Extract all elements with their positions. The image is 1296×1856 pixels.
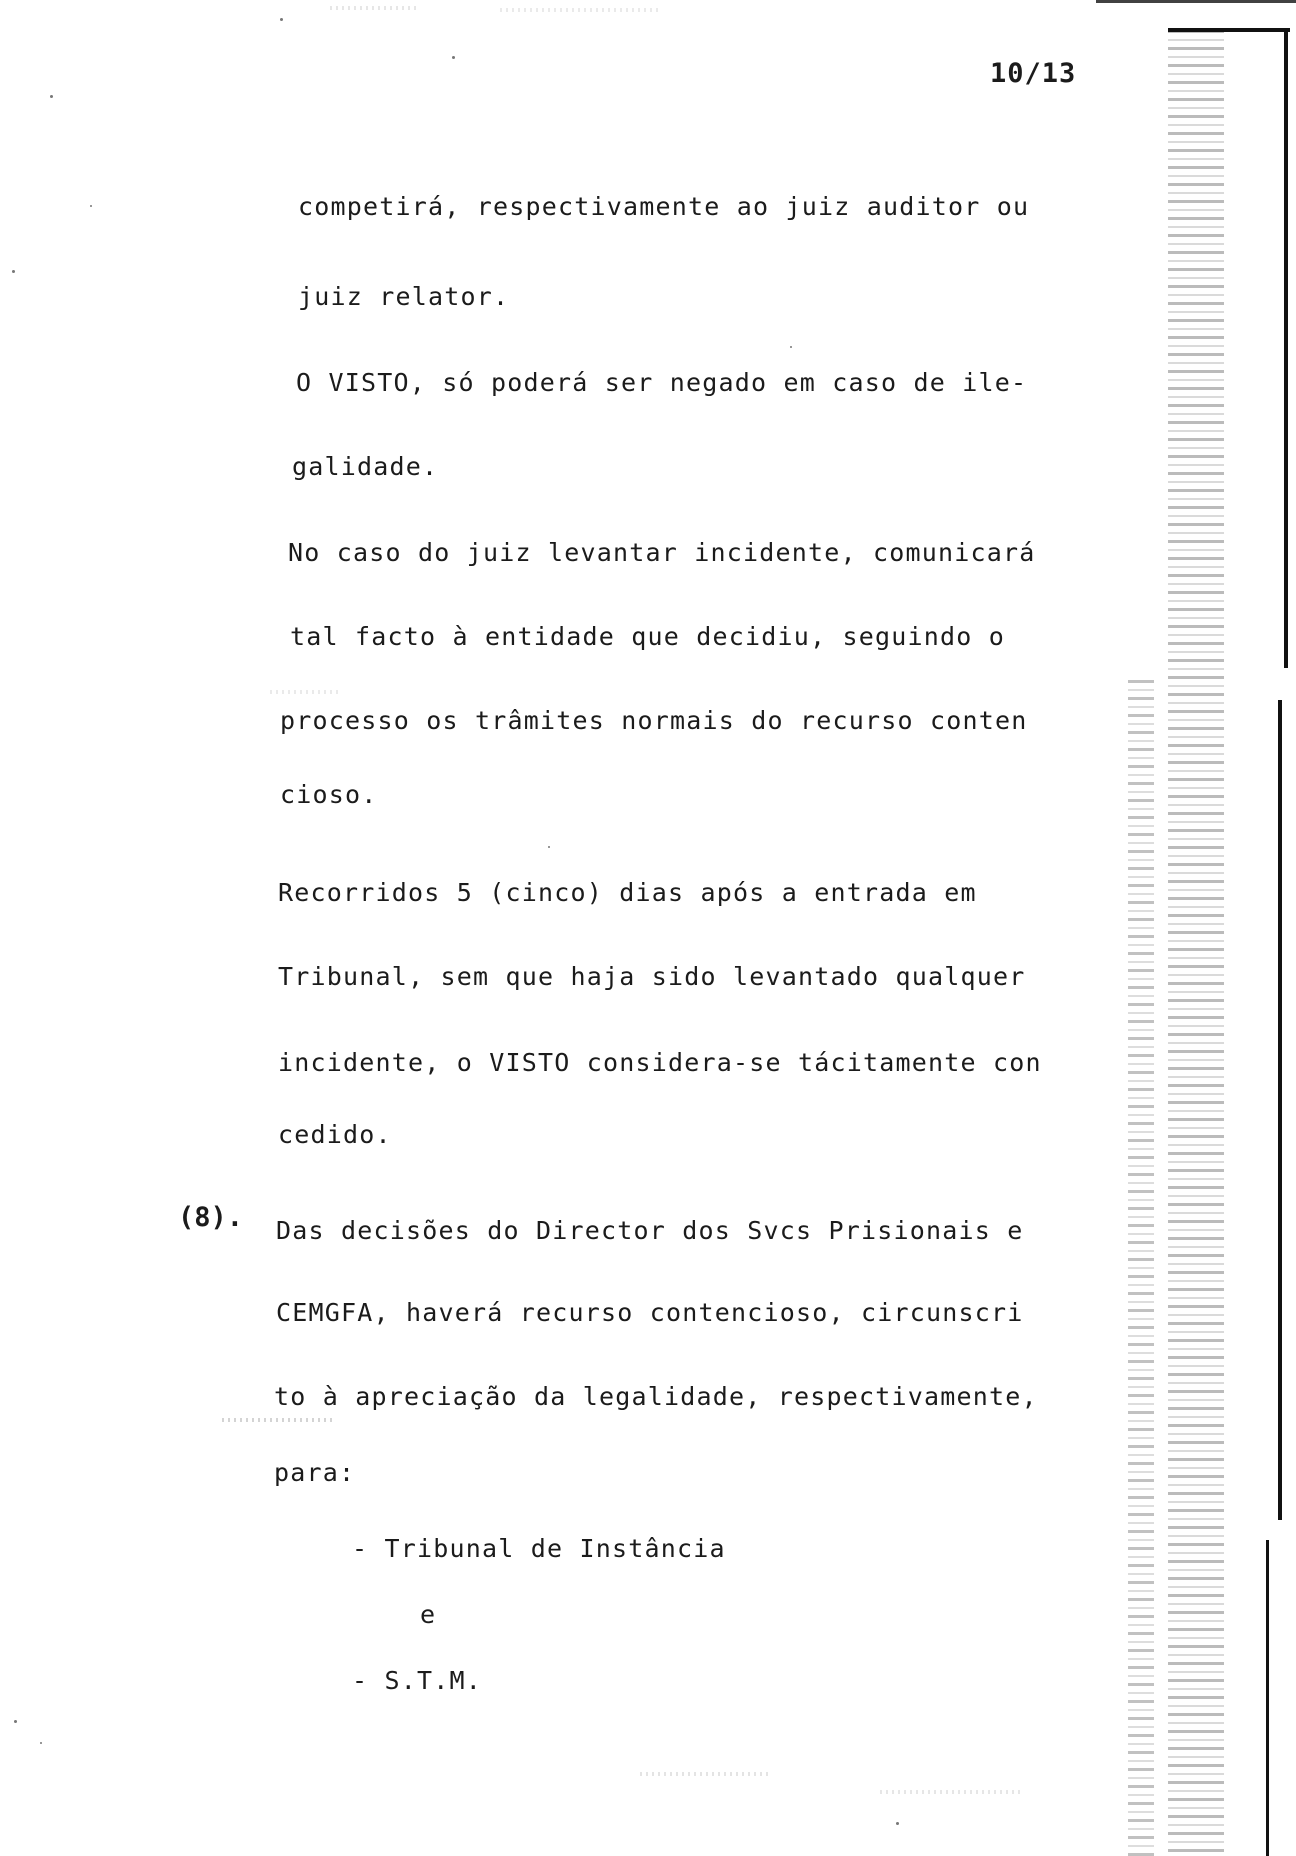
text-line: galidade. (292, 452, 439, 481)
text-line: cioso. (280, 780, 378, 809)
list-item: - Tribunal de Instância (352, 1534, 726, 1563)
text-line: juiz relator. (298, 282, 510, 311)
scan-edge-line (1096, 0, 1296, 3)
text-line: to à apreciação da legalidade, respectivamente, (274, 1382, 1038, 1411)
scan-speck (14, 1720, 17, 1723)
list-connector: e (420, 1600, 437, 1629)
text-line: processo os trâmites normais do recurso conten (280, 706, 1028, 735)
scan-smudge (330, 6, 420, 10)
text-line: para: (274, 1458, 356, 1487)
section-marker: (8). (178, 1202, 244, 1233)
text-line: CEMGFA, haverá recurso contencioso, circunscri (276, 1298, 1024, 1327)
text-line: O VISTO, só poderá ser negado em caso de ile- (296, 368, 1028, 397)
scan-speck (280, 18, 283, 21)
scan-edge-shadow (1128, 680, 1154, 1856)
text-line: cedido. (278, 1120, 392, 1149)
scan-speck (896, 1822, 899, 1825)
text-line: No caso do juiz levantar incidente, comunicará (288, 538, 1036, 567)
scan-smudge (500, 8, 660, 12)
scan-smudge (640, 1772, 770, 1776)
scan-speck (90, 205, 92, 207)
text-line: incidente, o VISTO considera-se tácitamente con (278, 1048, 1042, 1077)
text-line: Das decisões do Director dos Svcs Prisionais e (276, 1216, 1024, 1245)
scan-speck (12, 270, 15, 273)
scan-edge-shadow (1168, 30, 1224, 1856)
scan-smudge (270, 690, 340, 694)
scan-smudge (222, 1418, 332, 1422)
scan-speck (548, 846, 550, 848)
text-line: Recorridos 5 (cinco) dias após a entrada em (278, 878, 977, 907)
scan-speck (40, 1742, 42, 1744)
scan-edge-line (1266, 1540, 1269, 1856)
scan-edge-line (1278, 700, 1282, 1520)
list-item: - S.T.M. (352, 1666, 483, 1695)
scan-edge-line (1284, 28, 1288, 668)
page-number: 10/13 (990, 58, 1077, 89)
text-line: competirá, respectivamente ao juiz auditor ou (298, 192, 1030, 221)
scan-smudge (880, 1790, 1020, 1794)
scan-speck (452, 56, 455, 59)
scan-speck (790, 346, 792, 348)
text-line: Tribunal, sem que haja sido levantado qualquer (278, 962, 1026, 991)
scan-edge-line (1168, 28, 1290, 32)
text-line: tal facto à entidade que decidiu, seguindo o (290, 622, 1006, 651)
scan-speck (50, 95, 53, 98)
